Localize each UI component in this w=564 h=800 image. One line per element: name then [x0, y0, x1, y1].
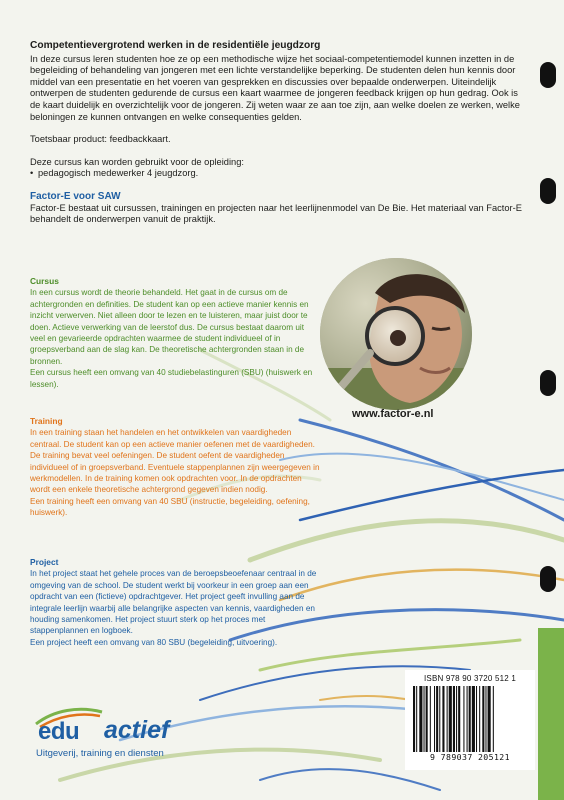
barcode-bar: [488, 686, 491, 752]
photo-illustration: [320, 258, 472, 410]
child-magnifier-photo: [320, 258, 472, 410]
barcode-bar: [426, 686, 428, 752]
barcode-bar: [472, 686, 475, 752]
course-description: In deze cursus leren studenten hoe ze op een methodische wijze het sociaal-competentiemodel kunnen inzetten in de begeleiding of behandeling van jongeren met een lichte verstandelijke beperking. De studenten delen hun kennis door middel van een presentatie en het voeren van gesprekken en discussies over bepaalde onderwerpen. Uiteindelijk ontwerpen de studenten gedurende de cursus een kaart waarmee de jongeren feedback krijgen op hun gedrag. Ook is de kaart duidelijk en overzichtelijk voor de jongeren. Zij weten waar ze aan toe zijn, aan welke doelen ze werken, welke beloningen ze kunnen ontvangen en welke consequenties gelden.: [30, 53, 520, 122]
spine-color-strip: [538, 628, 564, 800]
usage-statement: Deze cursus kan worden gebruikt voor de opleiding:: [30, 156, 244, 167]
website-url[interactable]: www.factor-e.nl: [352, 408, 434, 420]
barcode-digits: 9 789037 205121: [430, 752, 510, 762]
binder-hole: [540, 178, 556, 204]
logo-actief: actief: [104, 716, 170, 744]
barcode-bar: [458, 686, 460, 752]
logo-tagline: Uitgeverij, training en diensten: [36, 748, 164, 759]
barcode-bar: [434, 686, 435, 752]
barcode-bar: [482, 686, 484, 752]
saw-section: [30, 191, 530, 226]
barcode-bar: [456, 686, 457, 752]
barcode-bar: [476, 686, 477, 752]
list-item: • pedagogisch medewerker 4 jeugdzorg.: [30, 168, 530, 180]
cursus-scope: Een cursus heeft een omvang van 40 studiebelastinguren (SBU) (huiswerk en lessen).: [30, 368, 313, 389]
saw-text: Factor-E bestaat uit cursussen, trainingen en projecten naar het leerlijnenmodel van De Bie. Het materiaal van Factor-E behandelt de onderwerpen vanuit de praktijk.: [30, 202, 522, 225]
barcode-bar: [416, 686, 417, 752]
binder-hole: [540, 566, 556, 592]
project-title: Project: [30, 557, 59, 567]
saw-title: Factor-E voor SAW: [30, 190, 121, 202]
barcode-bar: [430, 686, 431, 752]
barcode-bar: [485, 686, 486, 752]
training-title: Training: [30, 416, 63, 426]
isbn-label: ISBN 978 90 3720 512 1: [423, 674, 517, 683]
barcode-bar: [436, 686, 438, 752]
barcode-bar: [493, 686, 494, 752]
project-text: In het project staat het gehele proces van de beroepsbeoefenaar centraal in de omgeving van de school. De student werkt bij voorkeur in een groep aan een opdracht van een (fictieve) opdrachtgever. Het project geeft invulling aan de integrale leerlijn waarbij alle belangrijke aspecten van kennis, vaardigheden en houding samenkomen. Het project stuurt sterk op het proces met stappenplannen en logboek.: [30, 569, 317, 636]
barcode-bar: [463, 686, 464, 752]
binder-hole: [540, 370, 556, 396]
barcode-bar: [413, 686, 415, 752]
course-title: Competentievergrotend werken in de residentiële jeugdzorg: [30, 40, 321, 51]
barcode-bars: [411, 686, 529, 754]
barcode-bar: [469, 686, 471, 752]
testable-product: Toetsbaar product: feedbackkaart.: [30, 134, 171, 145]
logo-edu: edu: [38, 718, 80, 745]
barcode-bar: [467, 686, 468, 752]
barcode-bar: [449, 686, 452, 752]
cursus-title: Cursus: [30, 276, 59, 286]
project-scope: Een project heeft een omvang van 80 SBU (begeleiding, uitvoering).: [30, 637, 278, 647]
binder-hole: [540, 62, 556, 88]
education-list: [30, 168, 530, 180]
barcode-bar: [439, 686, 440, 752]
project-section: [30, 557, 320, 648]
edu-actief-logo: [30, 706, 230, 766]
barcode: [405, 670, 535, 770]
cursus-section: [30, 276, 320, 390]
cursus-text: In een cursus wordt de theorie behandeld. Het gaat in de cursus om de achtergronden en definities. De student kan op een actieve manier kennis en inzicht verwerven. Niet alleen door te lezen en te luisteren, maar juist door te doen. Actieve verwerking van de leerstof dus. De cursus bestaat daarom uit veel en gevarieerde opdrachten waarmee de student individueel of in groepsverband aan de slag kan. De theoretische achtergronden staan in de bronnen.: [30, 288, 309, 366]
training-section: [30, 416, 320, 519]
training-scope: Een training heeft een omvang van 40 SBU (instructie, begeleiding, oefening, huiswerk).: [30, 496, 310, 518]
barcode-bar: [419, 686, 422, 752]
barcode-bar: [447, 686, 448, 752]
barcode-bar: [442, 686, 444, 752]
barcode-bar: [479, 686, 480, 752]
barcode-bar: [453, 686, 455, 752]
intro-section: [30, 40, 530, 237]
training-text: In een training staan het handelen en het ontwikkelen van vaardigheden centraal. De student kan op een actieve manier oefenen met de vaardigheden. De training bevat veel oefeningen. De student oefent de vaardigheden individueel of in groepsverband. Eventuele stappenplannen zijn weergegeven in werkmodellen. In de training komen ook opdrachten voor. In de opdrachten wordt een enkele theoretische achtergrond gegeven indien nodig.: [30, 428, 320, 495]
barcode-bar: [424, 686, 425, 752]
